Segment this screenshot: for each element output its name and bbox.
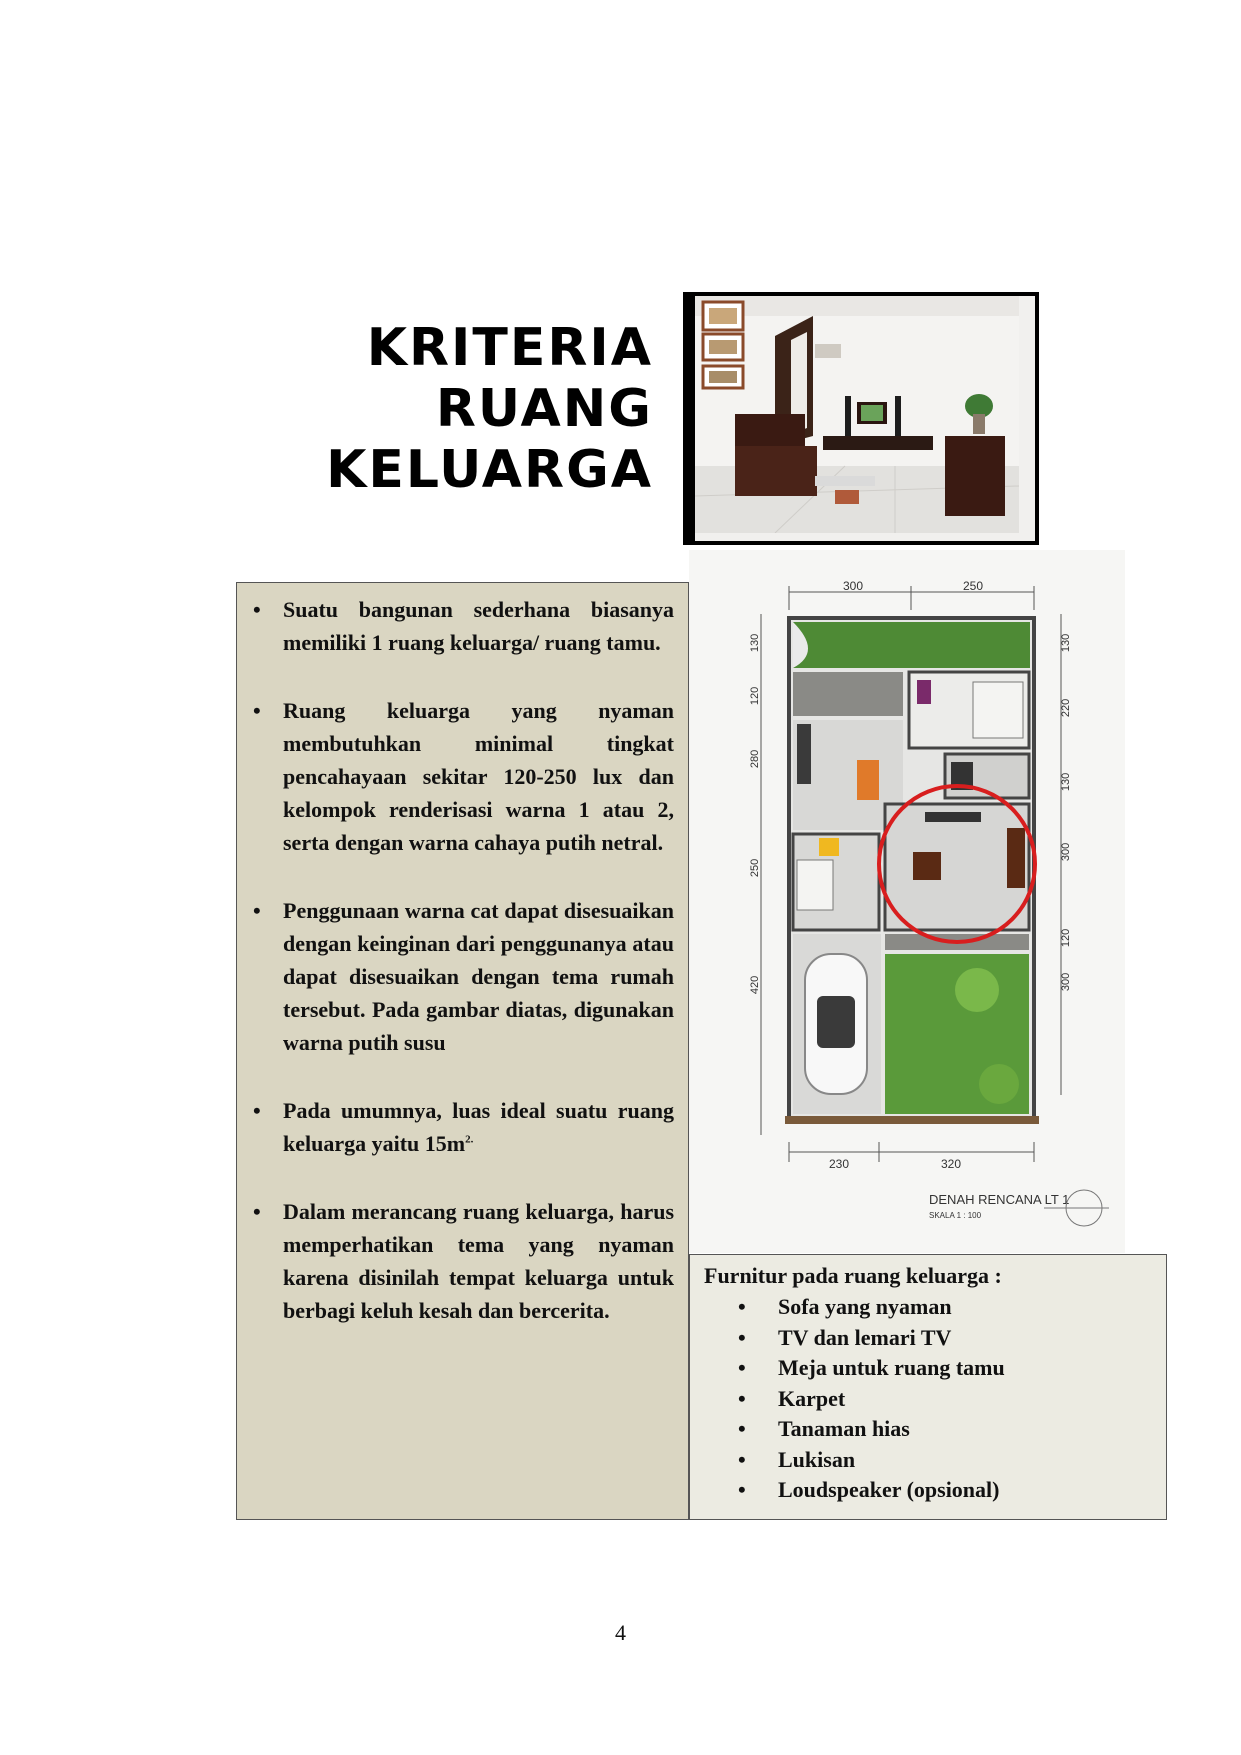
criteria-item-text: Pada umumnya, luas ideal suatu ruang keluarga yaitu 15m [283,1098,674,1156]
furniture-item: • Meja untuk ruang tamu [778,1353,1166,1384]
dim-left-4: 250 [749,858,761,878]
dim-bottom-2: 320 [940,1157,962,1171]
furniture-item: • Loudspeaker (opsional) [778,1475,1166,1506]
criteria-item: • Suatu bangunan sederhana biasanya memiliki 1 ruang keluarga/ ruang tamu. [283,593,674,659]
plan-caption: DENAH RENCANA LT 1 [929,1192,1070,1207]
criteria-list [237,583,688,1327]
furniture-item: • Lukisan [778,1445,1166,1476]
dim-left-3: 280 [749,749,761,769]
criteria-item: • Dalam merancang ruang keluarga, harus memperhatikan tema yang nyaman karena disinilah tempat keluarga untuk berbagi keluh kesah dan bercerita. [283,1195,674,1327]
page-number: 4 [615,1620,626,1645]
dim-right-6: 300 [1060,972,1072,992]
dim-left-1: 130 [749,633,761,653]
furniture-item: • Karpet [778,1384,1166,1415]
area-superscript: 2. [465,1133,474,1146]
criteria-item-area [283,1094,674,1160]
title-line-3: KELUARGA [326,440,653,500]
dim-top-2: 250 [962,579,984,593]
floor-plan-drawing [689,550,1125,1253]
furniture-item: • Sofa yang nyaman [778,1292,1166,1323]
plan-scale: SKALA 1 : 100 [929,1211,982,1220]
living-room-illustration [695,296,1019,533]
title-line-1: KRITERIA [366,318,653,378]
dim-right-4: 300 [1060,842,1072,862]
dim-left-5: 420 [749,975,761,995]
furniture-item: • TV dan lemari TV [778,1323,1166,1354]
dim-right-3: 130 [1060,772,1072,792]
furniture-title: Furnitur pada ruang keluarga : [704,1263,1002,1288]
dim-top-1: 300 [842,579,864,593]
dim-right-1: 130 [1060,633,1072,653]
criteria-item: • Penggunaan warna cat dapat disesuaikan dengan keinginan dari penggunanya atau dapat disesuaikan dengan tema rumah tersebut. Pada gambar diatas, digunakan warna putih susu [283,894,674,1059]
dim-right-2: 220 [1060,698,1072,718]
title-line-2: RUANG [435,379,653,439]
dim-right-5: 120 [1060,928,1072,948]
page-title [326,318,653,501]
furniture-list [690,1292,1166,1506]
dim-left-2: 120 [749,686,761,706]
dim-bottom-1: 230 [828,1157,850,1171]
furniture-item: • Tanaman hias [778,1414,1166,1445]
living-room-photo [683,292,1039,545]
criteria-item: • Ruang keluarga yang nyaman membutuhkan minimal tingkat pencahayaan sekitar 120-250 lux dan kelompok renderisasi warna 1 atau 2, serta dengan warna cahaya putih netral. [283,694,674,859]
criteria-box [236,582,689,1520]
floor-plan [689,550,1125,1253]
furniture-box [689,1254,1167,1520]
